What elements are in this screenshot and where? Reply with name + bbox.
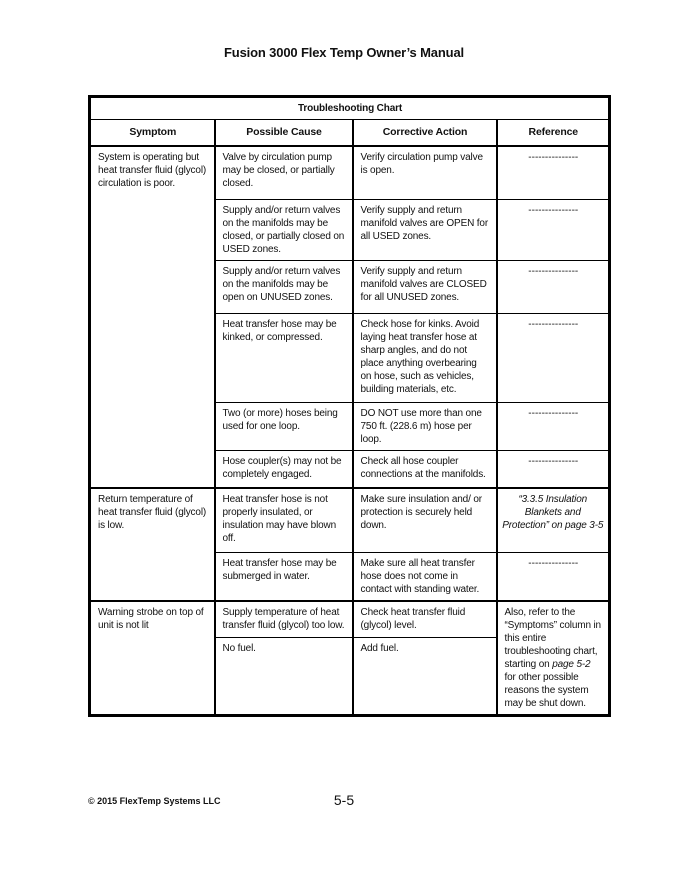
action-cell: Verify supply and return manifold valves are OPEN for all USED zones. [353,200,497,261]
table-title-row [90,97,610,120]
symptom-cell: Return temperature of heat transfer fluid (glycol) is low. [90,488,215,602]
table-row [90,488,610,553]
symptom-cell: Warning strobe on top of unit is not lit [90,601,215,716]
cause-cell: Supply and/or return valves on the manifolds may be closed, or partially closed on USED zones. [215,200,353,261]
cause-cell: Supply temperature of heat transfer fluid (glycol) too low. [215,601,353,637]
action-cell: Add fuel. [353,637,497,715]
reference-note-text: for other possible reasons the system may be shut down. [504,672,589,709]
table-title: Troubleshooting Chart [90,97,610,120]
action-cell: Make sure insulation and/ or protection is securely held down. [353,488,497,553]
action-cell: Verify supply and return manifold valves are CLOSED for all UNUSED zones. [353,261,497,314]
reference-note-text: Also, refer to the “Symptoms” column in this entire troubleshooting chart, starting on [504,607,601,670]
reference-cell: --------------- [497,314,610,403]
page-number: 5-5 [333,792,355,808]
column-header-corrective-action: Corrective Action [353,120,497,146]
action-cell: Check hose for kinks. Avoid laying heat transfer hose at sharp angles, and do not place anything overbearing on hose, such as vehicles, building materials, etc. [353,314,497,403]
copyright-notice: © 2015 FlexTemp Systems LLC [88,796,221,806]
column-header-reference: Reference [497,120,610,146]
page-title: Fusion 3000 Flex Temp Owner’s Manual [224,45,464,60]
action-cell: Check heat transfer fluid (glycol) level. [353,601,497,637]
table-row [90,146,610,200]
cause-cell: Hose coupler(s) may not be completely engaged. [215,451,353,488]
cause-cell: Heat transfer hose may be submerged in water. [215,553,353,602]
cause-cell: Supply and/or return valves on the manifolds may be open on UNUSED zones. [215,261,353,314]
reference-cell: --------------- [497,451,610,488]
column-header-possible-cause: Possible Cause [215,120,353,146]
action-cell: Verify circulation pump valve is open. [353,146,497,200]
reference-cell [497,601,610,716]
cause-cell: Heat transfer hose may be kinked, or compressed. [215,314,353,403]
action-cell: Check all hose coupler connections at the manifolds. [353,451,497,488]
reference-cell: --------------- [497,553,610,602]
action-cell: DO NOT use more than one 750 ft. (228.6 m) hose per loop. [353,403,497,451]
table-row [90,601,610,637]
cause-cell: No fuel. [215,637,353,715]
table-header-row [90,120,610,146]
cause-cell: Two (or more) hoses being used for one loop. [215,403,353,451]
column-header-symptom: Symptom [90,120,215,146]
troubleshooting-table [88,95,611,717]
action-cell: Make sure all heat transfer hose does not come in contact with standing water. [353,553,497,602]
symptom-cell: System is operating but heat transfer fluid (glycol) circulation is poor. [90,146,215,488]
cause-cell: Heat transfer hose is not properly insulated, or insulation may have blown off. [215,488,353,553]
reference-cell: --------------- [497,146,610,200]
reference-cell: --------------- [497,403,610,451]
reference-cell: “3.3.5 Insulation Blankets and Protection” on page 3-5 [497,488,610,553]
reference-cell: --------------- [497,200,610,261]
cause-cell: Valve by circulation pump may be closed, or partially closed. [215,146,353,200]
reference-cell: --------------- [497,261,610,314]
reference-note-page-link: page 5-2 [552,659,591,670]
